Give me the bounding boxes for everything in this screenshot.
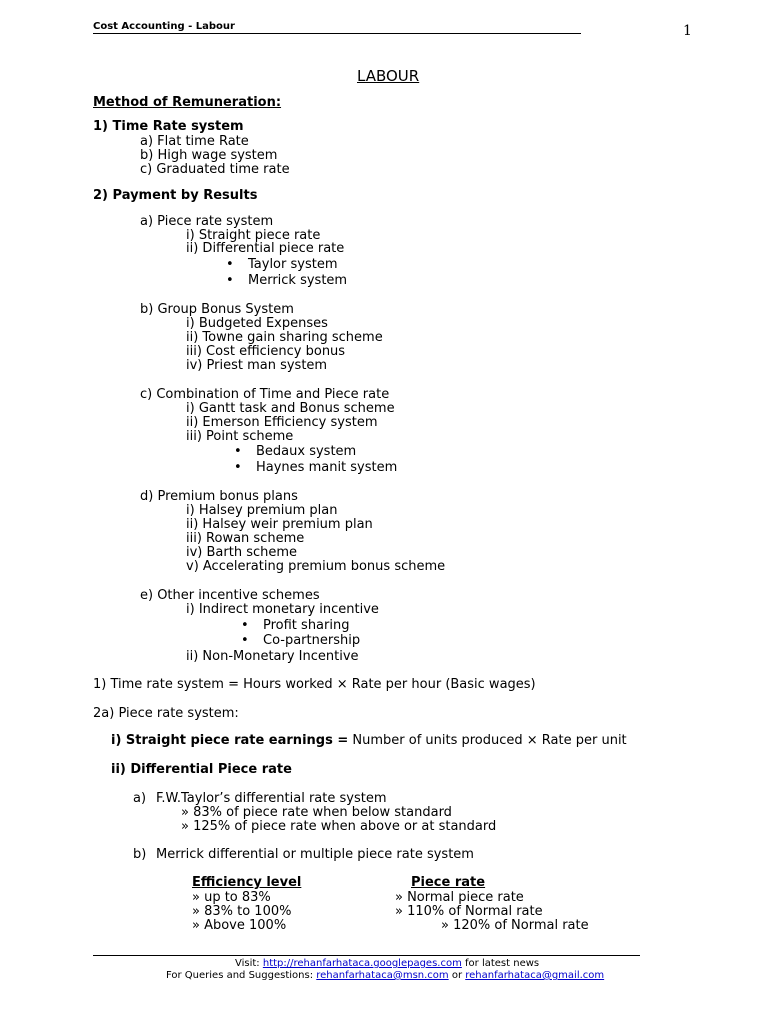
list-item: i) Straight piece rate bbox=[186, 228, 321, 243]
list-item: iii) Cost efficiency bonus bbox=[186, 344, 346, 359]
header-rule bbox=[93, 33, 581, 34]
table-cell: » Above 100% bbox=[192, 918, 287, 933]
bullet-item: • Co-partnership bbox=[263, 634, 360, 648]
list-item: ii) Towne gain sharing scheme bbox=[186, 330, 383, 345]
footer-visit-prefix: Visit: bbox=[235, 958, 263, 969]
list-item: i) Gantt task and Bonus scheme bbox=[186, 401, 395, 416]
merrick-text: Merrick differential or multiple piece rate system bbox=[156, 847, 474, 862]
list-item: iii) Point scheme bbox=[186, 429, 294, 444]
col-header-piece-rate: Piece rate bbox=[411, 875, 486, 890]
list-item: a) Flat time Rate bbox=[140, 134, 249, 149]
page-number: 1 bbox=[683, 23, 692, 39]
time-rate-formula: 1) Time rate system = Hours worked × Rate per hour (Basic wages) bbox=[93, 677, 536, 692]
table-cell: » 83% to 100% bbox=[192, 904, 292, 919]
subsection-label: a) Piece rate system bbox=[140, 214, 274, 229]
list-item: ii) Halsey weir premium plan bbox=[186, 517, 373, 532]
bullet-item: • Profit sharing bbox=[263, 619, 349, 633]
subsection-label: d) Premium bonus plans bbox=[140, 489, 298, 504]
taylor-text: F.W.Taylor’s differential rate system bbox=[156, 791, 387, 806]
email-link-msn[interactable]: rehanfarhataca@msn.com bbox=[316, 970, 449, 981]
website-link[interactable]: http://rehanfarhataca.googlepages.com bbox=[262, 958, 462, 969]
footer-queries-prefix: For Queries and Suggestions: bbox=[166, 970, 317, 981]
taylor-line: » 83% of piece rate when below standard bbox=[181, 805, 452, 820]
table-cell: » 110% of Normal rate bbox=[395, 904, 543, 919]
formula-label: i) Straight piece rate earnings = bbox=[111, 733, 349, 748]
list-item: ii) Emerson Efficiency system bbox=[186, 415, 378, 430]
table-cell: » 120% of Normal rate bbox=[441, 918, 589, 933]
list-item: i) Indirect monetary incentive bbox=[186, 602, 379, 617]
formula-text: Number of units produced × Rate per unit bbox=[348, 733, 627, 748]
section-1-heading: 1) Time Rate system bbox=[93, 119, 244, 134]
footer-or: or bbox=[448, 970, 466, 981]
email-link-gmail[interactable]: rehanfarhataca@gmail.com bbox=[465, 970, 605, 981]
method-heading: Method of Remuneration: bbox=[93, 95, 282, 110]
differential-heading: ii) Differential Piece rate bbox=[111, 762, 292, 777]
footer-rule bbox=[93, 955, 640, 956]
piece-rate-heading: 2a) Piece rate system: bbox=[93, 706, 239, 721]
list-item: i) Budgeted Expenses bbox=[186, 316, 328, 331]
list-item: i) Halsey premium plan bbox=[186, 503, 338, 518]
list-item: ii) Non-Monetary Incentive bbox=[186, 649, 359, 664]
list-item: v) Accelerating premium bonus scheme bbox=[186, 559, 446, 574]
running-header: Cost Accounting - Labour bbox=[93, 21, 235, 32]
col-header-efficiency: Efficiency level bbox=[192, 875, 302, 890]
list-item: iv) Barth scheme bbox=[186, 545, 298, 560]
bullet-item: • Bedaux system bbox=[256, 445, 356, 459]
footer-visit-line bbox=[235, 958, 539, 969]
footer-visit-suffix: for latest news bbox=[461, 958, 540, 969]
list-item: iii) Rowan scheme bbox=[186, 531, 305, 546]
list-item: ii) Differential piece rate bbox=[186, 241, 345, 256]
bullet-item: • Taylor system bbox=[248, 258, 338, 272]
list-item: b) High wage system bbox=[140, 148, 278, 163]
section-2-heading: 2) Payment by Results bbox=[93, 188, 258, 203]
footer-queries-line bbox=[166, 970, 604, 981]
subsection-label: e) Other incentive schemes bbox=[140, 588, 320, 603]
list-item: iv) Priest man system bbox=[186, 358, 328, 373]
taylor-label: a) bbox=[133, 791, 147, 806]
subsection-label: c) Combination of Time and Piece rate bbox=[140, 387, 390, 402]
table-cell: » up to 83% bbox=[192, 890, 271, 905]
merrick-label: b) bbox=[133, 847, 147, 862]
bullet-item: • Haynes manit system bbox=[256, 461, 397, 475]
subsection-label: b) Group Bonus System bbox=[140, 302, 294, 317]
page-title: LABOUR bbox=[357, 67, 420, 85]
bullet-item: • Merrick system bbox=[248, 274, 347, 288]
table-cell: » Normal piece rate bbox=[395, 890, 524, 905]
straight-piece-rate-formula bbox=[111, 734, 627, 748]
taylor-line: » 125% of piece rate when above or at standard bbox=[181, 819, 497, 834]
list-item: c) Graduated time rate bbox=[140, 162, 290, 177]
